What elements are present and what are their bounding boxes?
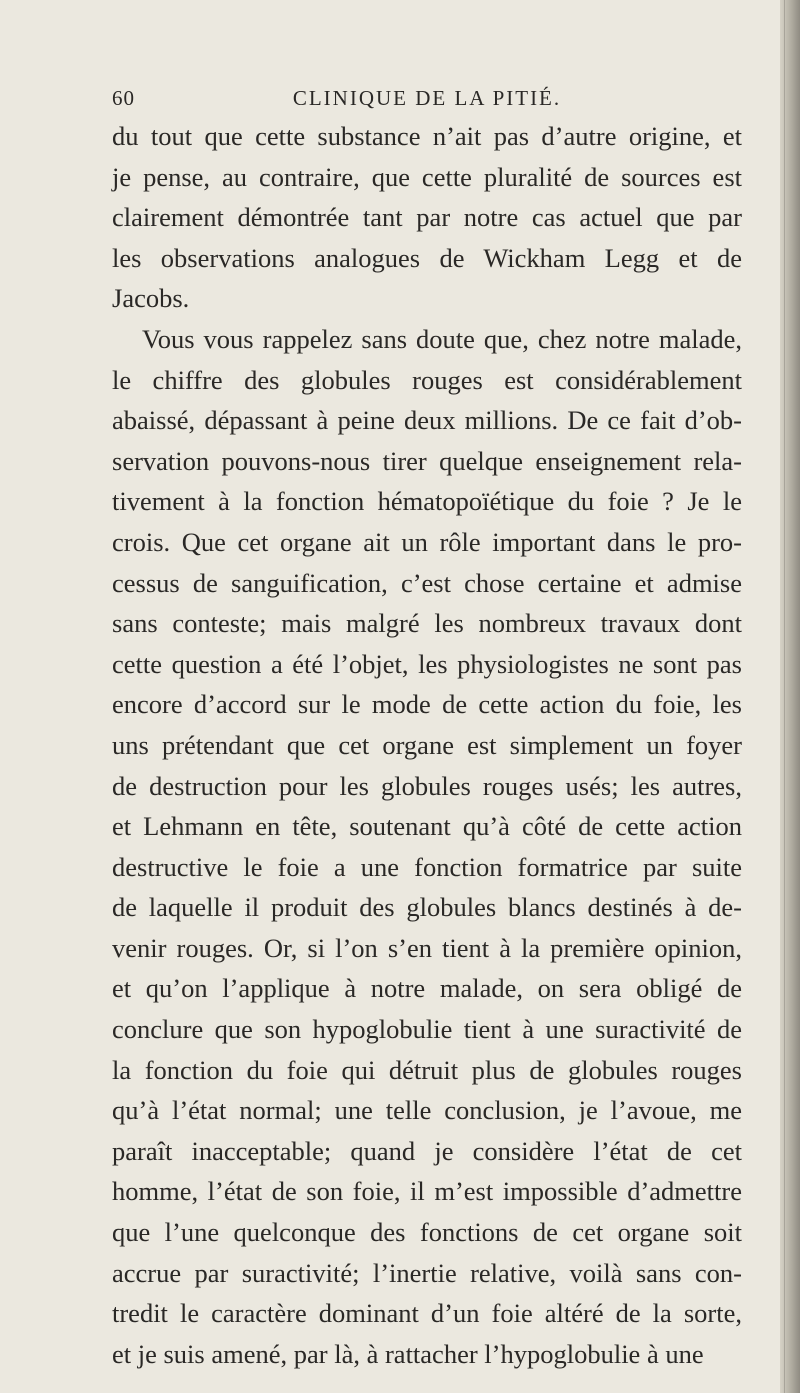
text-line: qu’à l’état normal; une telle conclusion, je l’avoue, me [112,1095,742,1126]
text-line: destructive le foie a une fonction formatrice par suite [112,851,742,882]
text-line: de laquelle il produit des globules blancs destinés à de- [112,892,742,923]
text-line: le chiffre des globules rouges est considérablement [112,364,742,395]
running-head-title: CLINIQUE DE LA PITIÉ. [292,86,562,110]
text-line: et Lehmann en tête, soutenant qu’à côté de cette action [112,811,742,842]
text-line: et je suis amené, par là, à rattacher l’hypoglobulie à une [112,1338,704,1369]
text-line: abaissé, dépassant à peine deux millions. De ce fait d’ob- [112,405,742,436]
text-line: Vous vous rappelez sans doute que, chez notre malade, [142,323,742,354]
text-line: cessus de sanguification, c’est chose certaine et admise [112,567,742,598]
text-line: tivement à la fonction hématopoïétique du foie ? Je le [112,486,742,517]
text-line: accrue par suractivité; l’inertie relative, voilà sans con- [112,1257,742,1288]
text-line: tredit le caractère dominant d’un foie altéré de la sorte, [112,1298,742,1329]
text-line: paraît inacceptable; quand je considère l’état de cet [112,1135,742,1166]
text-line: sans conteste; mais malgré les nombreux travaux dont [112,608,742,639]
text-line: cette question a été l’objet, les physiologistes ne sont pas [112,648,742,679]
text-line: homme, l’état de son foie, il m’est impossible d’admettre [112,1176,742,1207]
running-head [112,86,742,116]
text-line: clairement démontrée tant par notre cas actuel que par [112,202,742,233]
text-line: la fonction du foie qui détruit plus de globules rouges [112,1054,742,1085]
text-line: uns prétendant que cet organe est simplement un foyer [112,729,742,760]
page-number: 60 [112,86,135,110]
text-line: venir rouges. Or, si l’on s’en tient à la première opinion, [112,932,742,963]
text-line: de destruction pour les globules rouges usés; les autres, [112,770,742,801]
text-line: que l’une quelconque des fonctions de cet organe soit [112,1217,742,1248]
page-edge [780,0,800,1393]
body-text [112,116,742,1374]
text-line: conclure que son hypoglobulie tient à une suractivité de [112,1014,742,1045]
text-line: je pense, au contraire, que cette pluralité de sources est [112,161,742,192]
text-line: crois. Que cet organe ait un rôle important dans le pro- [112,526,742,557]
text-line: et qu’on l’applique à notre malade, on sera obligé de [112,973,742,1004]
text-line: Jacobs. [112,283,190,314]
text-line: encore d’accord sur le mode de cette action du foie, les [112,689,742,720]
text-line: les observations analogues de Wickham Legg et de [112,242,742,273]
text-line: servation pouvons-nous tirer quelque enseignement rela- [112,445,742,476]
text-line: du tout que cette substance n’ait pas d’autre origine, et [112,121,742,151]
